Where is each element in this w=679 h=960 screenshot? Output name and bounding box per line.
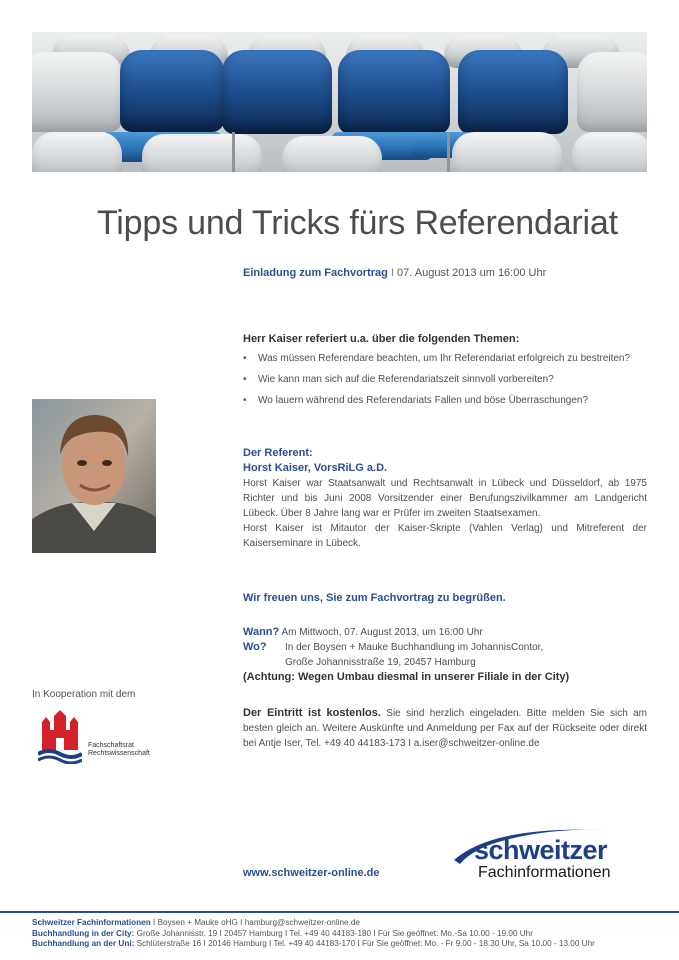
invitation-line <box>243 267 546 279</box>
where-label: Wo? <box>243 641 267 653</box>
schweitzer-logo <box>452 824 650 884</box>
portrait-illustration <box>32 399 156 553</box>
topics-list <box>243 351 653 408</box>
speaker-bio: Horst Kaiser war Staatsanwalt und Rechtsanwalt in Lübeck und Düsseldorf, ab 1975 Richter und bis Juni 2008 Vorsitzender einer Berufungszivilkammer am Landgericht Lübeck. Über 8 Jahre lang war er Prüfer im zweiten Staatsexamen. <box>243 478 647 519</box>
invitation-separator: I <box>387 267 398 279</box>
footer-text: I Boysen + Mauke oHG I hamburg@schweitzer-online.de <box>150 918 360 927</box>
invitation-label: Einladung zum Fachvortrag <box>243 267 388 279</box>
when-value: Am Mittwoch, 07. August 2013, um 16:00 Uhr <box>281 627 483 638</box>
speaker-label: Der Referent: <box>243 447 313 459</box>
logo-wordmark: schweitzer <box>474 835 608 865</box>
speaker-name: Horst Kaiser, VorsRiLG a.D. <box>243 462 388 474</box>
location-notice: (Achtung: Wegen Umbau diesmal in unserer Filiale in der City) <box>243 671 570 683</box>
speaker-bio: Horst Kaiser ist Mitautor der Kaiser-Skripte (Vahlen Verlag) und Mitreferent der Kaiserseminare in Lübeck. <box>243 523 647 549</box>
footer-company: Schweitzer Fachinformationen <box>32 918 151 927</box>
footer-text: Schlüterstraße 16 I 20146 Hamburg I Tel. +49 40 44183-170 I Für Sie geöffnet: Mo. - Fr 9.00 - 18.30 Uhr, Sa 10.00 - 13.00 Uhr <box>134 939 595 948</box>
where-line1: In der Boysen + Mauke Buchhandlung im JohannisContor, <box>285 642 544 653</box>
hamburg-castle-icon <box>38 710 82 764</box>
footer <box>32 918 672 950</box>
header-photo-chairs <box>32 32 647 172</box>
org-name-line: Rechtswissenschaft <box>88 750 150 757</box>
where-line2: Große Johannisstraße 19, 20457 Hamburg <box>285 657 476 668</box>
website-link[interactable]: www.schweitzer-online.de <box>243 867 380 879</box>
footer-store-uni-label: Buchhandlung an der Uni: <box>32 939 135 948</box>
topic-item: • Wie kann man sich auf die Referendariatszeit sinnvoll vorbereiten? <box>243 372 653 387</box>
entry-text: Sie sind herzlich eingeladen. Bitte melden Sie sich am besten gleich an. Weitere Auskünfte und Anmeldung per Fax auf der Rückseite oder direkt bei Antje Iser, Tel. +49 40 44183-173 I a.iser@schweitzer-online.de <box>243 708 647 749</box>
topic-item: • Was müssen Referendare beachten, um Ihr Referendariat erfolgreich zu bestreiten? <box>243 351 653 366</box>
when-label: Wann? <box>243 626 280 638</box>
greeting-text: Wir freuen uns, Sie zum Fachvortrag zu begrüßen. <box>243 592 506 604</box>
fachschaftsrat-logo <box>38 710 168 766</box>
entry-free-label: Der Eintritt ist kostenlos. <box>243 707 381 719</box>
event-details <box>243 625 647 685</box>
footer-store-city-label: Buchhandlung in der City: <box>32 928 135 938</box>
cooperation-label: In Kooperation mit dem <box>32 689 136 700</box>
speaker-portrait <box>32 399 156 553</box>
page-title: Tipps und Tricks fürs Referendariat <box>97 204 618 242</box>
logo-subtitle: Fachinformationen <box>478 864 611 881</box>
org-name-line: Fachschaftsrat <box>88 742 134 749</box>
footer-text: Große Johannisstr. 19 I 20457 Hamburg I Tel. +49 40 44183-180 I Für Sie geöffnet: Mo.-Sa 10.00 - 19.00 Uhr <box>134 928 533 938</box>
topics-section <box>243 333 653 414</box>
invitation-date: 07. August 2013 um 16:00 Uhr <box>397 267 547 279</box>
topics-heading: Herr Kaiser referiert u.a. über die folgenden Themen: <box>243 333 520 345</box>
footer-divider <box>0 911 679 913</box>
speaker-section <box>243 447 647 551</box>
entry-info <box>243 706 647 751</box>
topic-item: • Wo lauern während des Referendariats Fallen und böse Überraschungen? <box>243 393 653 408</box>
